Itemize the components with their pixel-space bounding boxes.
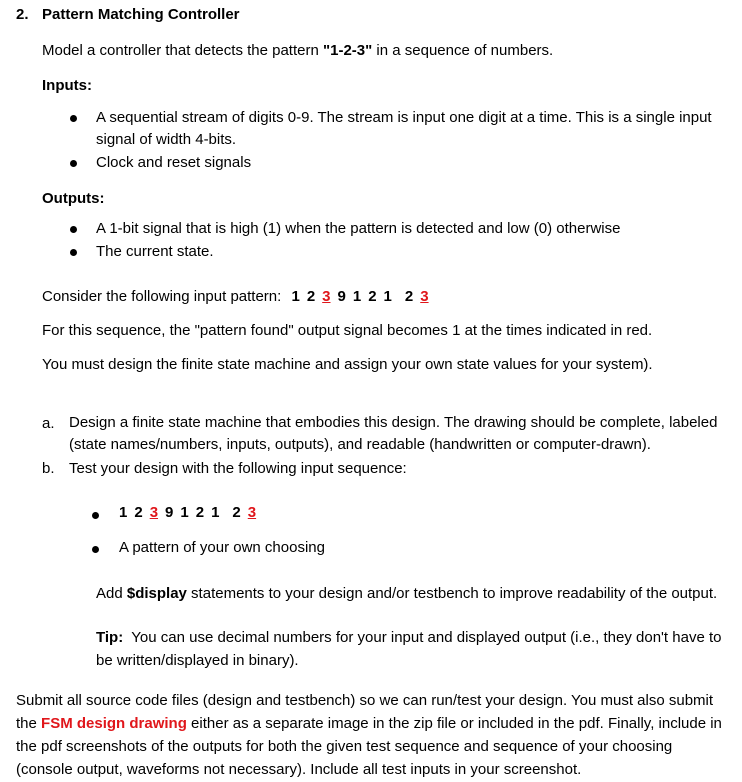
example-label: Consider the following input pattern: [42, 288, 282, 305]
sequence-digit: 2 [134, 504, 143, 521]
intro-pattern: "1-2-3" [323, 42, 373, 59]
display-instruction [96, 585, 717, 602]
sequence-digit: 2 [306, 288, 316, 305]
sequence-digit: 1 [211, 504, 220, 521]
inputs-item-1-line1: A sequential stream of digits 0-9. The stream is input one digit at a time. This is a single input [96, 109, 712, 126]
sequence-digit: 1 [291, 288, 300, 305]
sequence-digit: 3 [149, 504, 159, 521]
intro-suffix: in a sequence of numbers. [372, 42, 554, 59]
test-sequence [119, 504, 263, 521]
own-pattern-bullet: A pattern of your own choosing [119, 539, 325, 556]
problem-number: 2. [16, 6, 29, 23]
submit-prefix: the [16, 715, 42, 732]
submit-line2 [16, 713, 722, 735]
tip-text: You can use decimal numbers for your input and displayed output (i.e., they don't have to [123, 629, 722, 646]
display-keyword: $display [126, 585, 187, 602]
sequence-digit: 1 [180, 504, 189, 521]
sequence-digit: 3 [322, 288, 331, 305]
sequence-digit: 2 [195, 504, 205, 521]
task-a-line2: (state names/numbers, inputs, outputs), and readable (handwritten or computer-drawn). [69, 436, 651, 453]
bullet-icon [70, 160, 77, 167]
bullet-icon [92, 512, 99, 519]
sequence-digit: 3 [247, 504, 257, 521]
sequence-digit: 9 [337, 288, 346, 305]
display-suffix: statements to your design and/or testbench to improve readability of the output. [186, 585, 718, 602]
sequence-digit: 3 [420, 288, 429, 305]
inputs-item-1-line2: signal of width 4-bits. [96, 131, 237, 148]
display-prefix: Add [96, 585, 127, 602]
problem-title: Pattern Matching Controller [42, 6, 240, 23]
task-b-label: b. [42, 460, 55, 477]
bullet-icon [70, 226, 77, 233]
sequence-digit: 2 [368, 288, 377, 305]
fsm-drawing-highlight: FSM design drawing [41, 715, 187, 732]
bullet-icon [70, 115, 77, 122]
tip-line1 [96, 627, 721, 649]
submit-line4: (console output, waveforms not necessary). Include all test inputs in your screenshot. [16, 761, 582, 778]
outputs-heading: Outputs: [42, 190, 105, 207]
sequence-digit: 1 [383, 288, 392, 305]
sequence-digit: 2 [232, 504, 241, 521]
intro-text [42, 42, 553, 59]
bullet-icon [92, 546, 99, 553]
sequence-digit: 2 [404, 288, 414, 305]
example-explanation: For this sequence, the "pattern found" output signal becomes 1 at the times indicated in red. [42, 322, 653, 339]
task-a-line1: Design a finite state machine that embodies this design. The drawing should be complete, labeled [69, 414, 718, 431]
sequence-digit: 9 [165, 504, 174, 521]
sequence-digit: 1 [119, 504, 128, 521]
outputs-item-2: The current state. [96, 243, 214, 260]
sequence-digit: 1 [352, 288, 362, 305]
task-b-text: Test your design with the following input sequence: [69, 460, 407, 477]
inputs-heading: Inputs: [42, 77, 92, 94]
example-sequence [291, 288, 435, 305]
tip-label: Tip: [96, 629, 124, 646]
inputs-item-2: Clock and reset signals [96, 154, 252, 171]
task-a-label: a. [42, 415, 55, 432]
submit-suffix: either as a separate image in the zip file or included in the pdf. Finally, include in [186, 715, 722, 732]
submit-line3: the pdf screenshots of the outputs for both the given test sequence and sequence of your choosing [16, 738, 673, 755]
bullet-icon [70, 249, 77, 256]
example-line [42, 288, 436, 305]
design-note: You must design the finite state machine and assign your own state values for your system). [42, 356, 653, 373]
outputs-item-1: A 1-bit signal that is high (1) when the pattern is detected and low (0) otherwise [96, 220, 621, 237]
tip-line2: be written/displayed in binary). [96, 652, 299, 669]
submit-line1: Submit all source code files (design and testbench) so we can run/test your design. You must also submit [16, 692, 714, 709]
intro-prefix: Model a controller that detects the pattern [42, 42, 323, 59]
